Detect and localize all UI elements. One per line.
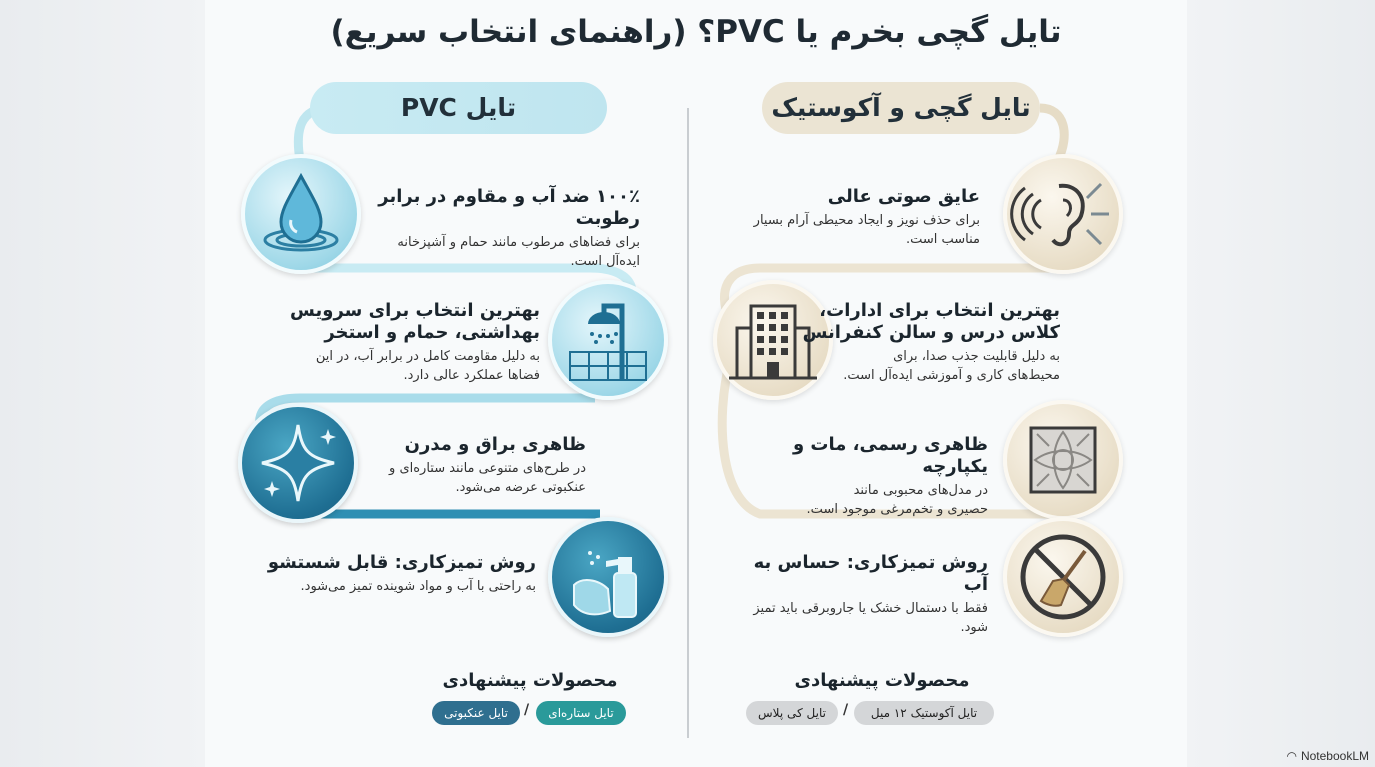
no-broom-icon — [1003, 517, 1123, 637]
gypsum-item-4 — [728, 552, 988, 637]
pvc-item-3 — [336, 434, 586, 497]
gypsum-item-1-desc: برای حذف نویز و ایجاد محیطی آرام بسیار مناسب است. — [753, 213, 980, 247]
pvc-item-1-heading: ۱۰۰٪ ضد آب و مقاوم در برابر رطوبت — [378, 186, 640, 229]
pvc-item-2-desc: به دلیل مقاومت کامل در برابر آب، در این فضاها عملکرد عالی دارد. — [315, 349, 540, 383]
gypsum-item-4-heading: روش تمیزکاری: حساس به آب — [753, 552, 988, 595]
gypsum-recommended-title: محصولات پیشنهادی — [794, 670, 970, 691]
pvc-header: تایل PVC — [310, 82, 607, 134]
spray-cleaning-icon — [548, 517, 668, 637]
patterned-tile-icon — [1003, 400, 1123, 520]
chip-acoustic-12mm[interactable]: تایل آکوستیک ۱۲ میل — [854, 701, 994, 725]
gypsum-item-2-desc: به دلیل قابلیت جذب صدا، برای محیط‌های کاری و آموزشی ایده‌آل است. — [843, 349, 1060, 383]
gypsum-header: تایل گچی و آکوستیک — [762, 82, 1040, 134]
pvc-item-4-heading: روش تمیزکاری: قابل شستشو — [267, 552, 536, 573]
gypsum-item-3-desc: در مدل‌های محبوبی مانند حصیری و تخم‌مرغی موجود است. — [806, 483, 988, 517]
chip-star-tile[interactable]: تایل ستاره‌ای — [536, 701, 626, 725]
pvc-item-2 — [240, 300, 540, 385]
gypsum-item-3-heading: ظاهری رسمی، مات و یکپارچه — [792, 434, 988, 477]
notebooklm-logo-icon: ◠ — [1286, 749, 1297, 763]
pvc-item-2-heading: بهترین انتخاب برای سرویس بهداشتی، حمام و استخر — [290, 300, 540, 343]
page-title: تایل گچی بخرم یا PVC؟ (راهنمای انتخاب سریع) — [330, 14, 1062, 50]
column-divider — [687, 108, 689, 738]
gypsum-item-2 — [760, 300, 1060, 385]
pvc-item-1 — [310, 186, 640, 271]
pvc-item-1-desc: برای فضاهای مرطوب مانند حمام و آشپزخانه ایده‌آل است. — [397, 235, 640, 269]
pvc-item-4 — [236, 552, 536, 596]
shower-icon — [548, 280, 668, 400]
pvc-item-4-desc: به راحتی با آب و مواد شوینده تمیز می‌شود. — [300, 579, 536, 594]
ear-sound-icon — [1003, 154, 1123, 274]
notebooklm-brand: ◠ NotebookLM — [1286, 749, 1369, 763]
chip-k-plus[interactable]: تایل کی پلاس — [746, 701, 838, 725]
gypsum-item-1 — [720, 186, 980, 249]
gypsum-item-3 — [728, 434, 988, 519]
pvc-recommended-title: محصولات پیشنهادی — [442, 670, 618, 691]
infographic-page: تایل گچی بخرم یا PVC؟ (راهنمای انتخاب سریع) تایل PVC تایل گچی و آکوستیک ۱۰۰٪ ضد آب و مقاوم در برابر رطوبت برای فضاهای مرطوب مانند حمام و آشپزخانه ایده‌آل است. بهترین انتخاب برای سرویس بهداشتی، حمام و استخر به دلیل مقاومت کامل در برابر آب، در این فضاها عملکرد عالی دارد. ظاهری براق و مدرن در طرح‌های متنوعی مانند ستاره‌ای و عنکبوتی عرضه می‌شود. روش تمیزکاری: قابل شستشو به راحتی با آب و مواد شوینده تمیز می‌شود. محصولات پیشنهادی تایل ستاره‌ای / تایل عنکبوتی عایق صوتی عالی برای حذف نویز و ایجاد محیطی آرام بسیار مناسب است. بهترین انتخاب برای ادارات، کلاس درس و سالن کنفرانس به دلیل قابلیت جذب صدا، برای محیط‌های کاری و آموزشی ایده‌آل است. ظاهری رسمی، مات و یکپارچه در مدل‌های محبوبی مانند حصیری و تخم‌مرغی موجود است. روش تمیزکاری: حساس به آب فقط با دستمال خشک یا جاروبرقی باید تمیز شود. محصولات پیشنهادی تایل آکوستیک ۱۲ میل / تایل کی پلاس ◠ NotebookLM — [0, 0, 1375, 767]
chip-spider-tile[interactable]: تایل عنکبوتی — [432, 701, 520, 725]
gypsum-item-1-heading: عایق صوتی عالی — [827, 186, 980, 207]
gypsum-item-4-desc: فقط با دستمال خشک یا جاروبرقی باید تمیز شود. — [753, 601, 988, 635]
pvc-item-3-heading: ظاهری براق و مدرن — [404, 434, 586, 455]
pvc-item-3-desc: در طرح‌های متنوعی مانند ستاره‌ای و عنکبوتی عرضه می‌شود. — [389, 461, 586, 495]
gypsum-item-2-heading: بهترین انتخاب برای ادارات، کلاس درس و سالن کنفرانس — [802, 300, 1060, 343]
